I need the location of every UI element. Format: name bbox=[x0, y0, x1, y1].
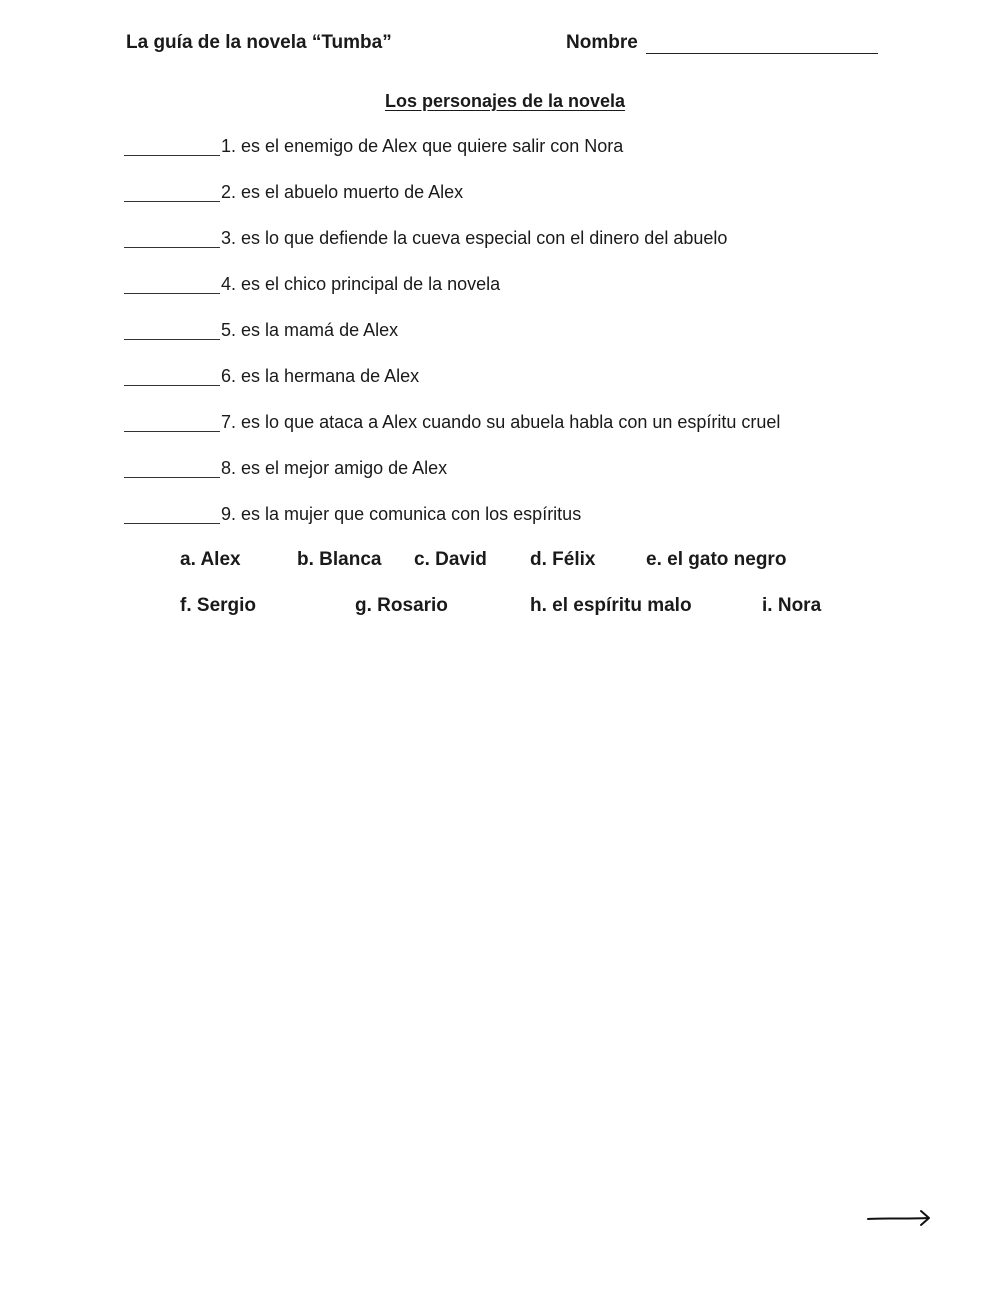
answer-blank[interactable] bbox=[124, 320, 220, 340]
question-item bbox=[124, 504, 780, 550]
choice-item bbox=[180, 549, 241, 571]
name-field[interactable] bbox=[566, 32, 878, 54]
choice-item bbox=[355, 595, 448, 617]
question-item bbox=[124, 274, 780, 320]
answer-blank[interactable] bbox=[124, 274, 220, 294]
question-item bbox=[124, 136, 780, 182]
choice-letter: a. bbox=[180, 549, 196, 570]
arrow-right-icon bbox=[866, 1208, 934, 1233]
worksheet-title: La guía de la novela “Tumba” bbox=[126, 32, 392, 53]
choice-item bbox=[530, 549, 595, 571]
choice-item bbox=[297, 549, 381, 571]
question-text: es lo que defiende la cueva especial con el dinero del abuelo bbox=[241, 228, 728, 248]
choice-name: Rosario bbox=[377, 595, 448, 616]
question-number: 6. bbox=[221, 366, 237, 386]
question-item bbox=[124, 458, 780, 504]
question-number: 9. bbox=[221, 504, 237, 524]
question-item bbox=[124, 182, 780, 228]
choice-item bbox=[762, 595, 821, 617]
choice-name: Nora bbox=[777, 595, 822, 616]
choice-item bbox=[646, 549, 786, 571]
question-number: 1. bbox=[221, 136, 237, 156]
choice-name: David bbox=[435, 549, 487, 570]
question-item bbox=[124, 412, 780, 458]
name-label: Nombre bbox=[566, 32, 638, 53]
answer-blank[interactable] bbox=[124, 504, 220, 524]
question-text: es la mamá de Alex bbox=[241, 320, 399, 340]
question-number: 2. bbox=[221, 182, 237, 202]
question-number: 7. bbox=[221, 412, 237, 432]
choice-item bbox=[414, 549, 487, 571]
choice-letter: g. bbox=[355, 595, 372, 616]
name-blank-line[interactable] bbox=[646, 35, 878, 54]
question-text: es la hermana de Alex bbox=[241, 366, 420, 386]
choice-name: Blanca bbox=[319, 549, 382, 570]
question-text: es el enemigo de Alex que quiere salir con Nora bbox=[241, 136, 624, 156]
choice-letter: e. bbox=[646, 549, 662, 570]
question-number: 3. bbox=[221, 228, 237, 248]
answer-blank[interactable] bbox=[124, 412, 220, 432]
choice-item bbox=[530, 595, 692, 617]
answer-blank[interactable] bbox=[124, 458, 220, 478]
answer-blank[interactable] bbox=[124, 228, 220, 248]
question-item bbox=[124, 320, 780, 366]
choice-letter: f. bbox=[180, 595, 192, 616]
choice-name: el espíritu malo bbox=[552, 595, 692, 616]
choice-name: Alex bbox=[200, 549, 241, 570]
choice-name: Félix bbox=[552, 549, 596, 570]
section-title: Los personajes de la novela bbox=[384, 91, 626, 111]
answer-blank[interactable] bbox=[124, 366, 220, 386]
choice-letter: d. bbox=[530, 549, 547, 570]
choice-letter: h. bbox=[530, 595, 547, 616]
question-number: 8. bbox=[221, 458, 237, 478]
choice-name: el gato negro bbox=[667, 549, 787, 570]
question-number: 5. bbox=[221, 320, 237, 340]
choice-name: Sergio bbox=[196, 595, 257, 616]
answer-blank[interactable] bbox=[124, 136, 220, 156]
choice-item bbox=[180, 595, 256, 617]
choice-letter: i. bbox=[762, 595, 773, 616]
choice-letter: b. bbox=[297, 549, 314, 570]
question-item bbox=[124, 228, 780, 274]
choice-letter: c. bbox=[414, 549, 430, 570]
question-text: es el mejor amigo de Alex bbox=[241, 458, 448, 478]
question-text: es la mujer que comunica con los espíritus bbox=[241, 504, 582, 524]
question-item bbox=[124, 366, 780, 412]
question-text: es el abuelo muerto de Alex bbox=[241, 182, 464, 202]
question-text: es el chico principal de la novela bbox=[241, 274, 501, 294]
question-number: 4. bbox=[221, 274, 237, 294]
answer-blank[interactable] bbox=[124, 182, 220, 202]
question-list bbox=[124, 136, 780, 550]
question-text: es lo que ataca a Alex cuando su abuela habla con un espíritu cruel bbox=[241, 412, 781, 432]
